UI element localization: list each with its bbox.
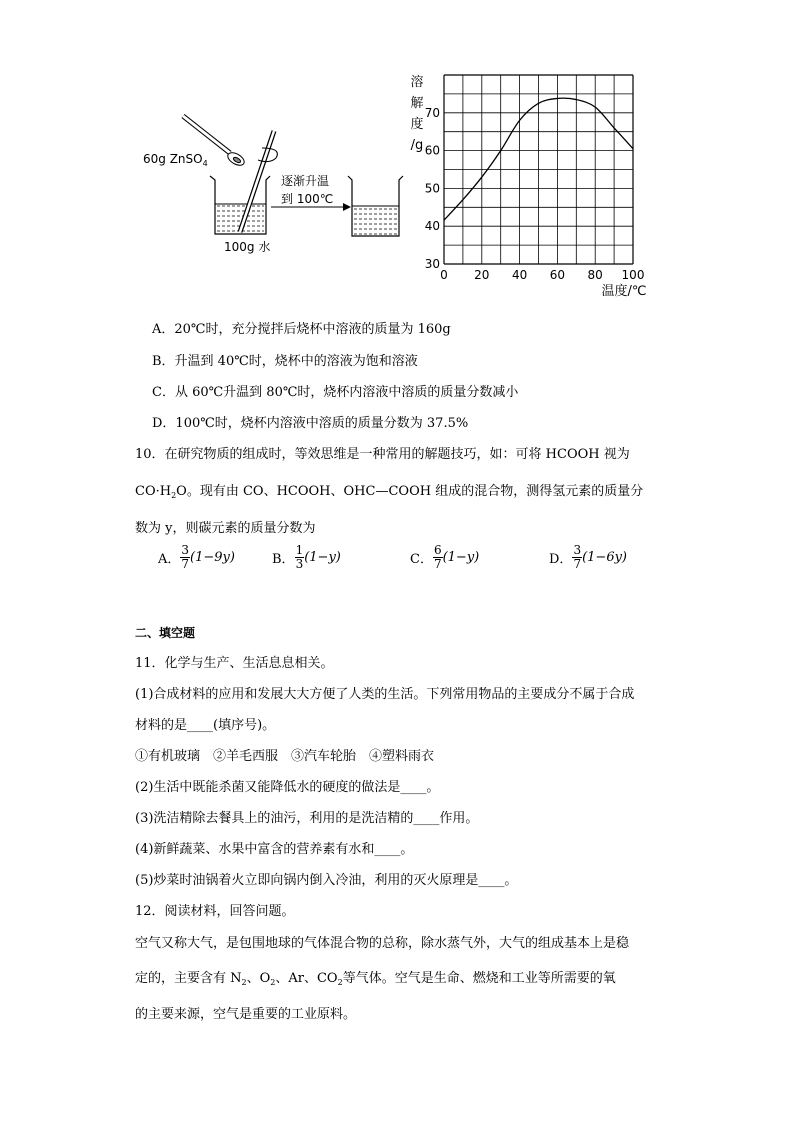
- x-tick-label: 40: [511, 268, 528, 282]
- x-tick-label: 20: [474, 268, 490, 282]
- y-tick-label: 40: [424, 219, 440, 234]
- q9-option-a: A．20℃时，充分搅拌后烧杯中溶液的质量为 160g: [152, 322, 451, 337]
- q12-para-line2: 定的，主要含有 $N_2$、$O_2$、Ar、$CO_2$等气体。空气是生命、燃烧和工业等所需要的氧: [135, 971, 616, 987]
- q11-part1-line2: 材料的是____(填序号)。: [135, 718, 276, 733]
- q11-part4: (4)新鲜蔬菜、水果中富含的营养素有水和____。: [135, 842, 414, 857]
- y-axis-label: 度: [410, 117, 424, 132]
- arrow-label-1: 逐渐升温: [281, 174, 330, 188]
- q10-option-c: C． $\frac{6}{7}$ (1−y): [410, 543, 480, 571]
- q9-option-b: B．升温到 40℃时，烧杯中的溶液为饱和溶液: [152, 354, 418, 369]
- arrow-label-2: 到 100℃: [281, 192, 334, 206]
- y-axis-label: /g: [410, 138, 424, 153]
- x-tick-label: 60: [549, 268, 566, 282]
- spoon-label: 60g ZnSO$_4$: [143, 152, 208, 168]
- q11-part1-line1: (1)合成材料的应用和发展大大方便了人类的生活。下列常用物品的主要成分不属于合成: [135, 687, 635, 702]
- q11-items: ①有机玻璃 ②羊毛西服 ③汽车轮胎 ④塑料雨衣: [135, 749, 435, 764]
- x-axis-label: 温度/℃: [601, 284, 647, 299]
- q10-option-a: A． $\frac{3}{7}$ (1−9y): [158, 543, 235, 571]
- q9-option-d: D．100℃时，烧杯内溶液中溶质的质量分数为 37.5%: [152, 416, 469, 431]
- q10-option-b: B． $\frac{1}{3}$ (1−y): [272, 543, 341, 571]
- y-tick-label: 30: [424, 257, 440, 271]
- q11-part3: (3)洗洁精除去餐具上的油污，利用的是洗洁精的____作用。: [135, 811, 479, 826]
- q12-para-line1: 空气又称大气，是包围地球的气体混合物的总称，除水蒸气外，大气的组成基本上是稳: [135, 936, 630, 951]
- y-tick-label: 60: [424, 143, 440, 158]
- x-tick-label: 100: [621, 268, 645, 282]
- y-tick-label: 70: [424, 105, 440, 120]
- q11-stem: 11．化学与生产、生活息息相关。: [135, 656, 334, 671]
- q11-part5: (5)炒菜时油锅着火立即向锅内倒入冷油，利用的灭火原理是____。: [135, 873, 518, 888]
- y-axis-label: 解: [410, 96, 424, 111]
- x-tick-label: 0: [440, 268, 448, 282]
- q10-line-2: $CO\cdot H_2O$。现有由 CO、HCOOH、OHC—COOH 组成的混合物，测得氢元素的质量分: [135, 484, 644, 500]
- q12-stem: 12．阅读材料，回答问题。: [135, 904, 295, 919]
- q10-line-3: 数为 y，则碳元素的质量分数为: [135, 521, 316, 536]
- q10-options: [0, 544, 794, 576]
- q9-option-c: C．从 60℃升温到 80℃时，烧杯内溶液中溶质的质量分数减小: [152, 385, 519, 400]
- y-tick-label: 50: [424, 181, 440, 196]
- y-axis-label: 溶: [410, 75, 424, 90]
- water-label: 100g 水: [224, 240, 271, 254]
- q12-para-line3: 的主要来源，空气是重要的工业原料。: [135, 1007, 357, 1022]
- solubility-chart: [0, 0, 794, 310]
- section-title: 二、填空题: [135, 626, 196, 640]
- x-tick-label: 80: [587, 268, 603, 282]
- q10-option-d: D． $\frac{3}{7}$ (1−6y): [549, 543, 628, 571]
- q10-line-1: 10．在研究物质的组成时，等效思维是一种常用的解题技巧，如：可将 HCOOH 视为: [135, 447, 630, 462]
- q11-part2: (2)生活中既能杀菌又能降低水的硬度的做法是____。: [135, 780, 440, 795]
